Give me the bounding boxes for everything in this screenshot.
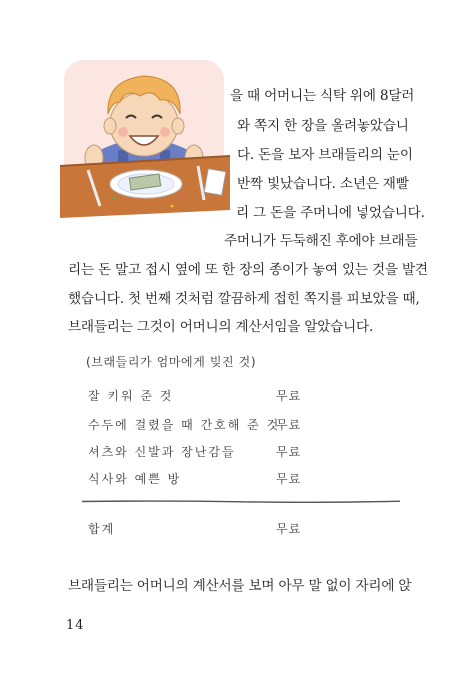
story-line: 브래들리는 어머니의 계산서를 보며 아무 말 없이 자리에 앉 [68, 578, 412, 594]
bill-item: 잘 키워 준 것 [88, 389, 174, 403]
story-line: 을 때 어머니는 식탁 위에 8달러 [230, 88, 415, 104]
bill-title: (브래들리가 엄마에게 빚진 것) [86, 355, 257, 369]
bill-divider [82, 500, 400, 503]
bill-total-row [88, 520, 388, 540]
bill-price: 무료 [276, 445, 302, 459]
story-line: 주머니가 두둑해진 후에야 브래들 [224, 233, 418, 249]
bill-row [88, 470, 388, 490]
bill-item: 셔츠와 신발과 장난감들 [88, 445, 236, 459]
boy-illustration [60, 58, 230, 218]
bill-total-price: 무료 [276, 522, 302, 536]
story-line: 반짝 빛났습니다. 소년은 재빨 [237, 176, 409, 192]
bill-price: 무료 [276, 472, 302, 486]
story-line: 와 쪽지 한 장을 올려놓았습니 [237, 118, 409, 134]
page-number: 14 [66, 618, 85, 633]
story-line: 브래들리는 그것이 어머니의 계산서임을 알았습니다. [68, 319, 374, 335]
story-line: 리는 돈 말고 접시 옆에 또 한 장의 종이가 놓여 있는 것을 발견 [68, 262, 428, 278]
bill-total-label: 합계 [88, 522, 116, 536]
story-line: 리 그 돈을 주머니에 넣었습니다. [236, 205, 425, 221]
bill-item: 수두에 걸렸을 때 간호해 준 것 [88, 418, 281, 432]
bill-row [88, 416, 388, 436]
bill-price: 무료 [276, 389, 302, 403]
bill-row [88, 387, 388, 407]
bill-row [88, 443, 388, 463]
story-line: 다. 돈을 보자 브래들리의 눈이 [237, 147, 413, 163]
bill-item: 식사와 예쁜 방 [88, 472, 182, 486]
story-line: 했습니다. 첫 번째 것처럼 깔끔하게 접힌 쪽지를 피보았을 때, [68, 291, 420, 307]
bill-price: 무료 [276, 418, 302, 432]
